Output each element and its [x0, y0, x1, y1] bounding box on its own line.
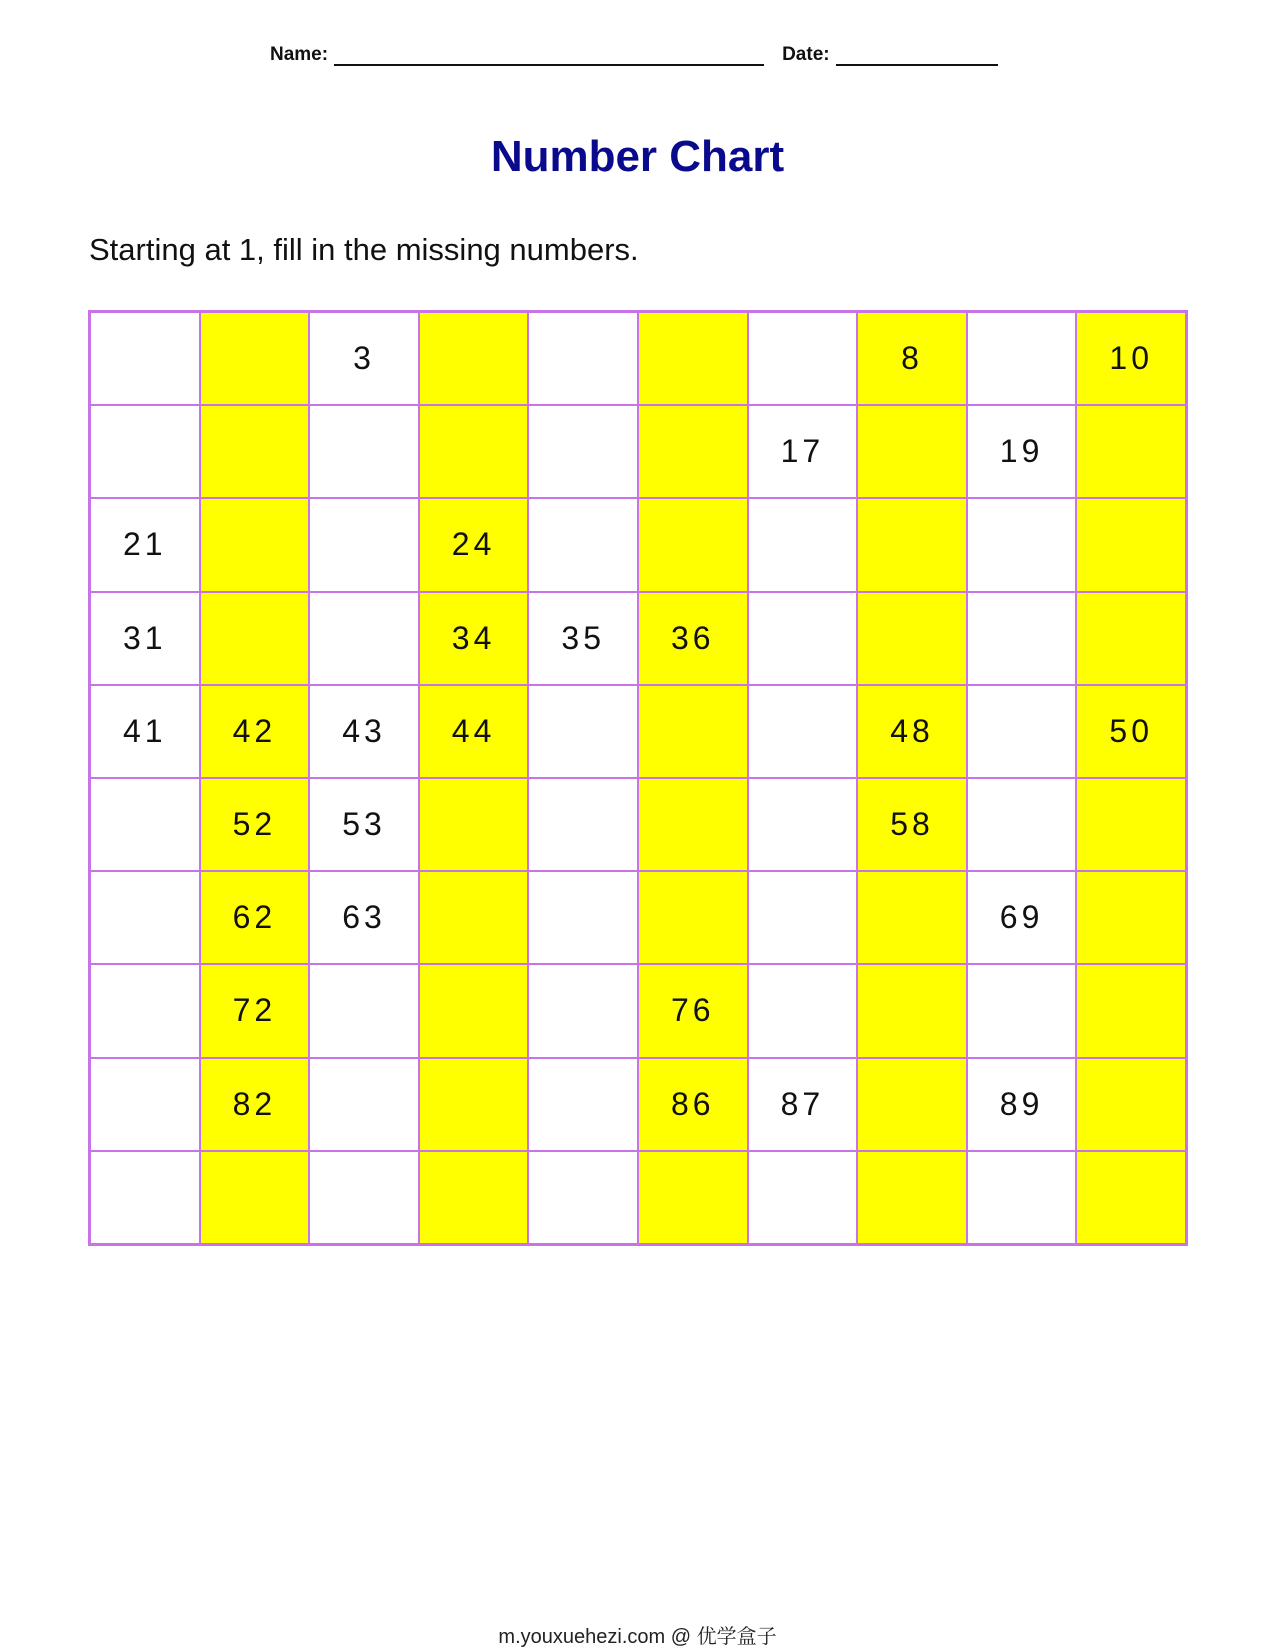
grid-cell[interactable]	[967, 312, 1077, 405]
grid-cell[interactable]	[857, 1151, 967, 1244]
number-chart-grid	[88, 310, 1188, 1246]
grid-cell: 10	[1076, 312, 1186, 405]
grid-cell[interactable]	[638, 405, 748, 498]
grid-cell[interactable]	[200, 312, 310, 405]
grid-cell[interactable]	[1076, 964, 1186, 1057]
grid-cell: 52	[200, 778, 310, 871]
name-label: Name:	[270, 44, 329, 65]
grid-cell[interactable]	[857, 498, 967, 591]
grid-cell[interactable]	[1076, 1151, 1186, 1244]
grid-cell: 89	[967, 1058, 1077, 1151]
grid-cell[interactable]	[309, 498, 419, 591]
grid-cell[interactable]	[1076, 778, 1186, 871]
grid-cell: 72	[200, 964, 310, 1057]
grid-cell: 58	[857, 778, 967, 871]
grid-cell[interactable]	[90, 1151, 200, 1244]
grid-cell: 44	[419, 685, 529, 778]
grid-cell[interactable]	[528, 964, 638, 1057]
grid-cell: 43	[309, 685, 419, 778]
grid-cell[interactable]	[200, 405, 310, 498]
grid-cell[interactable]	[419, 405, 529, 498]
grid-cell[interactable]	[200, 498, 310, 591]
grid-cell: 35	[528, 592, 638, 685]
grid-cell[interactable]	[748, 1151, 858, 1244]
grid-cell[interactable]	[309, 405, 419, 498]
grid-cell[interactable]	[200, 1151, 310, 1244]
grid-cell[interactable]	[419, 1151, 529, 1244]
grid-cell[interactable]	[748, 312, 858, 405]
grid-cell[interactable]	[419, 964, 529, 1057]
grid-cell: 3	[309, 312, 419, 405]
grid-cell: 86	[638, 1058, 748, 1151]
grid-cell[interactable]	[1076, 498, 1186, 591]
grid-cell: 8	[857, 312, 967, 405]
grid-cell[interactable]	[748, 498, 858, 591]
name-date-header	[270, 44, 998, 66]
grid-cell: 31	[90, 592, 200, 685]
grid-cell[interactable]	[309, 1058, 419, 1151]
grid-cell[interactable]	[967, 778, 1077, 871]
grid-cell[interactable]	[528, 312, 638, 405]
grid-cell: 41	[90, 685, 200, 778]
grid-cell[interactable]	[1076, 405, 1186, 498]
grid-cell[interactable]	[200, 592, 310, 685]
grid-cell[interactable]	[967, 964, 1077, 1057]
grid-cell: 36	[638, 592, 748, 685]
grid-cell: 87	[748, 1058, 858, 1151]
grid-cell[interactable]	[1076, 592, 1186, 685]
footer-watermark: m.youxuehezi.com @ 优学盒子	[498, 1626, 777, 1648]
grid-cell: 62	[200, 871, 310, 964]
grid-cell[interactable]	[748, 592, 858, 685]
grid-cell[interactable]	[528, 1151, 638, 1244]
grid-cell[interactable]	[90, 405, 200, 498]
grid-cell[interactable]	[528, 871, 638, 964]
grid-cell[interactable]	[528, 685, 638, 778]
grid-cell[interactable]	[748, 871, 858, 964]
grid-cell[interactable]	[1076, 871, 1186, 964]
grid-cell[interactable]	[528, 1058, 638, 1151]
grid-cell[interactable]	[967, 498, 1077, 591]
grid-cell[interactable]	[419, 312, 529, 405]
grid-cell[interactable]	[90, 778, 200, 871]
grid-cell[interactable]	[857, 592, 967, 685]
instructions-text: Starting at 1, fill in the missing numbers.	[89, 232, 639, 267]
grid-cell[interactable]	[857, 1058, 967, 1151]
grid-cell[interactable]	[638, 685, 748, 778]
grid-cell[interactable]	[748, 778, 858, 871]
grid-cell[interactable]	[857, 871, 967, 964]
grid-cell[interactable]	[419, 1058, 529, 1151]
grid-cell[interactable]	[90, 312, 200, 405]
grid-cell: 69	[967, 871, 1077, 964]
grid-cell[interactable]	[309, 964, 419, 1057]
grid-cell: 63	[309, 871, 419, 964]
date-blank-line[interactable]	[836, 44, 998, 66]
grid-cell: 34	[419, 592, 529, 685]
grid-cell[interactable]	[748, 964, 858, 1057]
grid-cell[interactable]	[967, 1151, 1077, 1244]
grid-cell[interactable]	[309, 592, 419, 685]
grid-cell[interactable]	[419, 778, 529, 871]
grid-cell[interactable]	[967, 592, 1077, 685]
grid-cell: 82	[200, 1058, 310, 1151]
name-blank-line[interactable]	[334, 44, 764, 66]
grid-cell[interactable]	[528, 778, 638, 871]
grid-cell: 21	[90, 498, 200, 591]
grid-cell[interactable]	[419, 871, 529, 964]
grid-cell[interactable]	[638, 498, 748, 591]
grid-cell: 53	[309, 778, 419, 871]
grid-cell[interactable]	[90, 871, 200, 964]
grid-cell: 50	[1076, 685, 1186, 778]
grid-cell[interactable]	[1076, 1058, 1186, 1151]
grid-cell[interactable]	[638, 312, 748, 405]
grid-cell[interactable]	[857, 964, 967, 1057]
grid-cell[interactable]	[638, 778, 748, 871]
grid-cell[interactable]	[528, 405, 638, 498]
grid-cell[interactable]	[528, 498, 638, 591]
grid-cell[interactable]	[967, 685, 1077, 778]
grid-cell[interactable]	[90, 964, 200, 1057]
grid-cell: 24	[419, 498, 529, 591]
date-label: Date:	[782, 44, 830, 65]
grid-cell[interactable]	[857, 405, 967, 498]
grid-cell[interactable]	[638, 871, 748, 964]
grid-cell[interactable]	[748, 685, 858, 778]
grid-cell[interactable]	[638, 1151, 748, 1244]
grid-cell: 48	[857, 685, 967, 778]
grid-cell[interactable]	[90, 1058, 200, 1151]
grid-cell: 76	[638, 964, 748, 1057]
grid-cell: 19	[967, 405, 1077, 498]
grid-cell: 42	[200, 685, 310, 778]
grid-cell: 17	[748, 405, 858, 498]
grid-cell[interactable]	[309, 1151, 419, 1244]
page-title: Number Chart	[490, 132, 785, 181]
